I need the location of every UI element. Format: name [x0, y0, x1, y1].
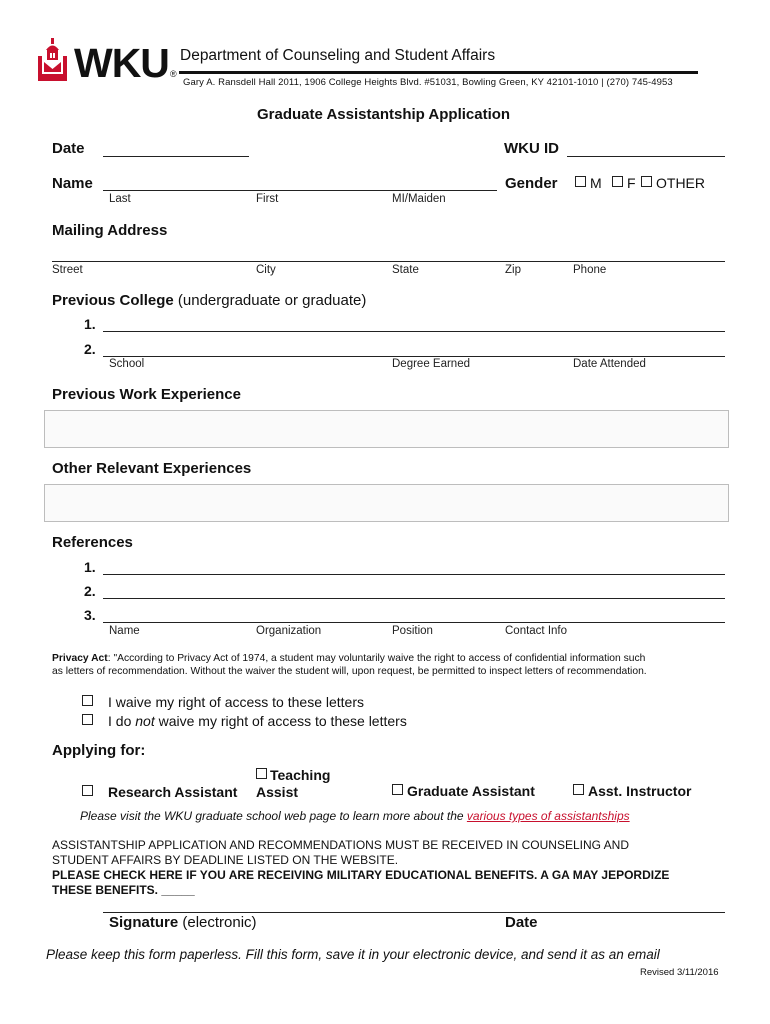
wku-id-underline	[567, 156, 725, 157]
reference-row-number-3: 3.	[84, 607, 96, 623]
gender-label: Gender	[505, 175, 558, 192]
wku-id-label: WKU ID	[504, 140, 559, 157]
revised-date: Revised 3/11/2016	[640, 967, 719, 978]
checkbox-icon	[82, 714, 93, 725]
mailing-sub-city: City	[256, 264, 276, 276]
not-waive-option[interactable]	[82, 713, 407, 729]
college-sub-date: Date Attended	[573, 358, 646, 370]
not-waive-em: not	[135, 713, 155, 729]
teaching-label: Teaching	[270, 767, 331, 783]
checkbox-icon	[82, 785, 93, 796]
checkbox-icon	[575, 176, 586, 187]
visit-note-text: Please visit the WKU graduate school web page to learn more about the	[80, 809, 467, 823]
assist-label: Assist	[256, 784, 299, 800]
waive-option-label: I waive my right of access to these letters	[108, 694, 364, 710]
reference-3-underline	[103, 622, 725, 623]
name-sub-first: First	[256, 193, 279, 205]
checkbox-icon	[573, 784, 584, 795]
previous-college-heading	[52, 292, 366, 309]
gender-option-f[interactable]	[612, 175, 636, 191]
college-sub-school: School	[109, 358, 145, 370]
form-title: Graduate Assistantship Application	[257, 106, 511, 123]
college-row-number-1: 1.	[84, 316, 96, 332]
privacy-act-line2: as letters of recommendation. Without the waiver the student will, upon request, be permitted to inspect letters of recommendation.	[52, 666, 647, 677]
reference-2-field[interactable]	[103, 579, 725, 599]
college-2-underline	[103, 356, 725, 357]
graduate-assistant-label: Graduate Assistant	[407, 783, 535, 799]
paperless-note: Please keep this form paperless. Fill this form, save it in your electronic device, and send it as an email	[46, 947, 660, 962]
privacy-act-text	[52, 652, 647, 678]
not-waive-post: waive my right of access to these letters	[154, 713, 407, 729]
college-1-field[interactable]	[103, 312, 725, 332]
name-label: Name	[52, 175, 93, 192]
mailing-address-label: Mailing Address	[52, 222, 168, 239]
gender-f-label: F	[627, 175, 636, 191]
teaching-assist-option[interactable]	[256, 767, 330, 801]
mailing-sub-state: State	[392, 264, 419, 276]
signature-underline	[103, 912, 725, 913]
wku-logo	[36, 38, 176, 84]
date-field[interactable]	[103, 137, 249, 157]
other-experiences-box[interactable]	[44, 484, 729, 522]
reference-row-number-1: 1.	[84, 559, 96, 575]
signature-label: Signature	[109, 914, 179, 931]
name-sub-last: Last	[109, 193, 131, 205]
date-label: Date	[52, 140, 85, 157]
mailing-sub-street: Street	[52, 264, 83, 276]
department-name: Department of Counseling and Student Affairs	[180, 47, 496, 64]
research-assistant-option[interactable]	[82, 784, 237, 800]
reference-sub-contact: Contact Info	[505, 625, 568, 637]
date-underline	[103, 156, 249, 157]
college-row-number-2: 2.	[84, 341, 96, 357]
signature-heading	[109, 914, 257, 931]
asst-instructor-option[interactable]	[573, 783, 691, 799]
logo-wordmark: WKU	[74, 40, 169, 86]
privacy-act-line1: : "According to Privacy Act of 1974, a student may voluntarily waive the right to access of confidential information such	[107, 653, 646, 664]
visit-note	[80, 809, 630, 823]
research-assistant-label: Research Assistant	[108, 784, 238, 800]
deadline-line2: STUDENT AFFAIRS BY DEADLINE LISTED ON THE WEBSITE.	[52, 853, 399, 867]
college-2-field[interactable]	[103, 337, 725, 357]
mailing-sub-zip: Zip	[505, 264, 521, 276]
name-sub-mi: MI/Maiden	[392, 193, 446, 205]
assistantship-types-link[interactable]: various types of assistantships	[466, 809, 630, 823]
mailing-address-field[interactable]	[52, 243, 725, 263]
college-sub-degree: Degree Earned	[392, 358, 470, 370]
reference-sub-name: Name	[109, 625, 140, 637]
asst-instructor-label: Asst. Instructor	[588, 783, 692, 799]
reference-2-underline	[103, 598, 725, 599]
reference-sub-organization: Organization	[256, 625, 322, 637]
gender-option-m[interactable]	[575, 175, 602, 191]
name-underline	[103, 190, 497, 191]
checkbox-icon	[256, 768, 267, 779]
deadline-notice	[52, 838, 669, 898]
work-experience-label: Previous Work Experience	[52, 386, 241, 403]
checkbox-icon	[82, 695, 93, 706]
reference-row-number-2: 2.	[84, 583, 96, 599]
mailing-underline	[52, 261, 725, 262]
reference-1-field[interactable]	[103, 555, 725, 575]
previous-college-note: (undergraduate or graduate)	[173, 292, 367, 309]
name-field[interactable]	[103, 171, 497, 191]
signature-note: (electronic)	[178, 914, 257, 931]
checkbox-icon	[641, 176, 652, 187]
registered-mark: ®	[170, 69, 177, 79]
other-experiences-label: Other Relevant Experiences	[52, 460, 252, 477]
wku-id-field[interactable]	[567, 137, 725, 157]
deadline-line1: ASSISTANTSHIP APPLICATION AND RECOMMENDATIONS MUST BE RECEIVED IN COUNSELING AND	[52, 838, 629, 852]
reference-3-field[interactable]	[103, 603, 725, 623]
gender-option-other[interactable]	[641, 175, 705, 191]
applying-for-label: Applying for:	[52, 742, 146, 759]
reference-sub-position: Position	[392, 625, 433, 637]
reference-1-underline	[103, 574, 725, 575]
not-waive-pre: I do	[108, 713, 136, 729]
gender-m-label: M	[590, 175, 602, 191]
work-experience-box[interactable]	[44, 410, 729, 448]
header-rule	[179, 71, 698, 74]
cupola-icon	[36, 38, 70, 82]
department-address: Gary A. Ransdell Hall 2011, 1906 College Heights Blvd. #51031, Bowling Green, KY 42101-1010 | (270) 745-4953	[183, 77, 673, 88]
college-1-underline	[103, 331, 725, 332]
signature-field[interactable]	[103, 894, 725, 914]
military-line1: PLEASE CHECK HERE IF YOU ARE RECEIVING MILITARY EDUCATIONAL BENEFITS. A GA MAY JEPORDIZE	[52, 868, 670, 882]
references-label: References	[52, 534, 133, 551]
checkbox-icon	[612, 176, 623, 187]
previous-college-label: Previous College	[52, 292, 174, 309]
waive-option[interactable]	[82, 694, 364, 710]
checkbox-icon	[392, 784, 403, 795]
graduate-assistant-option[interactable]	[392, 783, 535, 799]
gender-other-label: OTHER	[656, 175, 705, 191]
signature-date-label: Date	[505, 914, 538, 931]
privacy-act-label: Privacy Act	[52, 653, 108, 664]
mailing-sub-phone: Phone	[573, 264, 607, 276]
military-line2: THESE BENEFITS. _____	[52, 883, 195, 897]
